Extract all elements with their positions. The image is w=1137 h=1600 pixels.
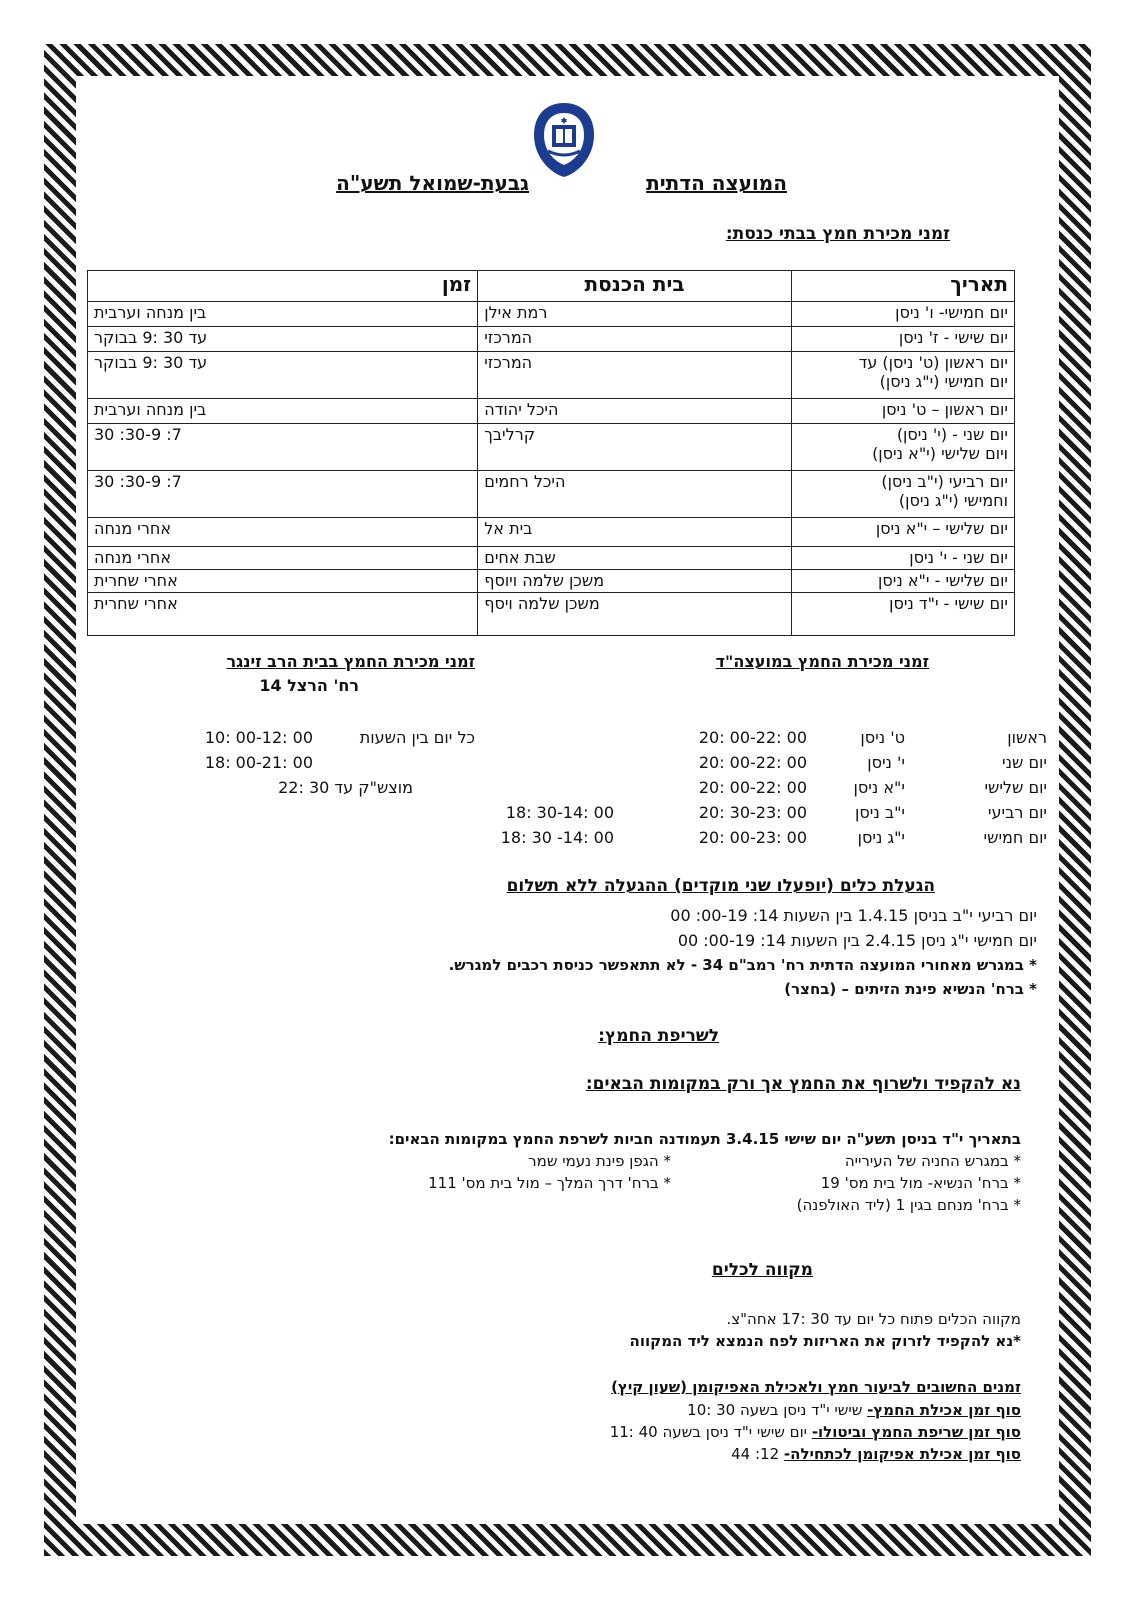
- row-time: אחרי שחרית: [94, 571, 178, 590]
- mikveh-title: מקווה לכלים: [711, 1260, 813, 1280]
- council-date: י' ניסן: [867, 753, 905, 772]
- council-day: יום שלישי: [984, 778, 1047, 797]
- synagogue-section-title: זמני מכירת חמץ בבתי כנסת:: [725, 224, 950, 244]
- burning-subtitle: נא להקפיד ולשרוף את החמץ אך ורק במקומות הבאים:: [585, 1074, 1021, 1094]
- time-value: יום שישי י"ד ניסן בשעה 40 :11: [609, 1423, 812, 1441]
- council-day: יום שני: [1002, 753, 1047, 772]
- row-date: יום שני - (י' ניסן): [896, 425, 1008, 444]
- mikveh-note: *נא להקפיד לזרוק את האריזות לפח הנמצא ליד המקווה: [629, 1332, 1021, 1350]
- important-times-title: זמנים החשובים לביעור חמץ ולאכילת האפיקומן (שעון קיץ): [611, 1378, 1021, 1396]
- row-date: יום חמישי (י"ג ניסן): [879, 372, 1008, 391]
- row-date: וחמישי (י"ג ניסן): [898, 491, 1008, 510]
- council-date: י"ב ניסן: [855, 803, 905, 822]
- synagogue-schedule-table: [87, 270, 1015, 636]
- rabbi-label: מוצש"ק עד 30 :22: [278, 778, 413, 797]
- time-value: שישי י"ד ניסן בשעה 30 :10: [687, 1401, 868, 1419]
- row-date: יום ראשון (ט' ניסן) עד: [858, 353, 1008, 372]
- row-synagogue: היכל יהודה: [484, 400, 559, 419]
- time-label: סוף זמן אכילת אפיקומן לכתחילה-: [783, 1445, 1021, 1463]
- council-time: 20: 00-22: 00: [698, 753, 807, 772]
- table-row: [88, 518, 1015, 547]
- council-day: ראשון: [1007, 728, 1047, 747]
- council-time: 20: 00-22: 00: [698, 778, 807, 797]
- row-synagogue: בית אל: [484, 519, 533, 538]
- row-time: 7: 30-9: 30: [94, 425, 182, 444]
- row-synagogue: משכן שלמה ויסף: [484, 594, 600, 613]
- table-row: [88, 570, 1015, 593]
- row-date: יום שלישי – י"א ניסן: [875, 519, 1008, 538]
- row-time: אחרי מנחה: [94, 519, 172, 538]
- row-synagogue: היכל רחמים: [484, 472, 566, 491]
- kashering-line: יום חמישי י"ג ניסן 2.4.15 בין השעות 14: 00-19: 00: [677, 931, 1037, 950]
- row-date: יום שישי - י"ד ניסן: [889, 594, 1008, 613]
- council-time: 20: 30-23: 00: [698, 803, 807, 822]
- council-logo: [532, 101, 596, 179]
- kashering-note: * ברח' הנשיא פינת הזיתים – (בחצר): [784, 980, 1037, 998]
- row-time: בין מנחה וערבית: [94, 400, 207, 419]
- row-synagogue: המרכזי: [484, 353, 533, 372]
- rabbi-time: 18: 30-14: 00: [505, 803, 614, 822]
- burning-location: * ברח' דרך המלך – מול בית מס' 111: [428, 1174, 671, 1192]
- column-header-time: זמן: [88, 271, 478, 302]
- table-row: [88, 399, 1015, 424]
- row-synagogue: רמת אילן: [484, 303, 548, 322]
- row-synagogue: שבת אחים: [484, 548, 556, 567]
- table-row: [88, 547, 1015, 570]
- kashering-title: הגעלת כלים (יופעלו שני מוקדים) ההגעלה ללא תשלום: [506, 876, 935, 896]
- table-row: [88, 327, 1015, 352]
- rabbi-time: 10: 00-12: 00: [204, 728, 313, 747]
- row-synagogue: משכן שלמה ויוסף: [484, 571, 605, 590]
- burning-title: לשריפת החמץ:: [598, 1026, 719, 1046]
- burning-intro: בתאריך י"ד בניסן תשע"ה יום שישי 3.4.15 תעמודנה חביות לשרפת החמץ במקומות הבאים:: [388, 1130, 1021, 1148]
- table-row: [88, 593, 1015, 636]
- row-time: עד 30 :9 בבוקר: [94, 328, 208, 347]
- mikveh-hours: מקווה הכלים פתוח כל יום עד 30 :17 אחה"צ.: [726, 1310, 1021, 1328]
- rabbi-label: כל יום בין השעות: [359, 728, 475, 747]
- council-time: 20: 00-22: 00: [698, 728, 807, 747]
- council-sale-title: זמני מכירת החמץ במועצה"ד: [715, 652, 929, 671]
- column-header-synagogue: בית הכנסת: [478, 271, 792, 302]
- council-name: המועצה הדתית: [646, 171, 787, 195]
- burning-location: * הגפן פינת נעמי שמר: [528, 1152, 671, 1170]
- row-time: בין מנחה וערבית: [94, 303, 207, 322]
- row-date: יום שישי - ז' ניסן: [898, 328, 1008, 347]
- row-date: יום רביעי (י"ב ניסן): [881, 472, 1008, 491]
- time-row: [731, 1445, 1021, 1463]
- row-date: ויום שלישי (י"א ניסן): [872, 444, 1008, 463]
- document: [76, 76, 1059, 1524]
- rabbi-time: 18: 00-21: 00: [204, 753, 313, 772]
- kashering-note: * במגרש מאחורי המועצה הדתית רח' רמב"ם 34 - לא תתאפשר כניסת רכבים למגרש.: [448, 956, 1037, 974]
- row-time: 7: 30-9: 30: [94, 472, 182, 491]
- council-date: ט' ניסן: [860, 728, 905, 747]
- column-header-date: תאריך: [791, 271, 1014, 302]
- table-row: [88, 352, 1015, 399]
- table-row: [88, 471, 1015, 518]
- council-time: 20: 00-23: 00: [698, 828, 807, 847]
- council-day: יום רביעי: [987, 803, 1047, 822]
- row-date: יום שני - י' ניסן: [909, 548, 1008, 567]
- table-row: [88, 424, 1015, 471]
- time-label: סוף זמן שריפת החמץ וביטולו-: [811, 1423, 1021, 1441]
- row-date: יום חמישי- ו' ניסן: [895, 303, 1008, 322]
- council-date: י"ג ניסן: [857, 828, 905, 847]
- burning-location: * ברח' הנשיא- מול בית מס' 19: [820, 1174, 1021, 1192]
- row-time: אחרי שחרית: [94, 594, 178, 613]
- time-row: [610, 1423, 1021, 1441]
- time-label: סוף זמן אכילת החמץ-: [867, 1401, 1021, 1419]
- row-date: יום ראשון – ט' ניסן: [881, 400, 1008, 419]
- table-row: [88, 302, 1015, 327]
- row-date: יום שלישי - י"א ניסן: [878, 571, 1008, 590]
- row-time: אחרי מנחה: [94, 548, 172, 567]
- council-date: י"א ניסן: [853, 778, 905, 797]
- kashering-line: יום רביעי י"ב בניסן 1.4.15 בין השעות 14: 00-19: 00: [670, 906, 1037, 925]
- burning-location: * ברח' מנחם בגין 1 (ליד האולפנה): [796, 1196, 1021, 1214]
- council-day: יום חמישי: [983, 828, 1047, 847]
- rabbi-time: 18: 30 -14: 00: [500, 828, 614, 847]
- row-synagogue: המרכזי: [484, 328, 533, 347]
- city-year: גבעת-שמואל תשע"ה: [336, 171, 529, 195]
- time-row: [687, 1401, 1021, 1419]
- rabbi-sale-title: זמני מכירת החמץ בבית הרב זינגר: [226, 652, 475, 671]
- row-synagogue: קרליבך: [484, 425, 536, 444]
- row-time: עד 30 :9 בבוקר: [94, 353, 208, 372]
- rabbi-address: רח' הרצל 14: [259, 676, 359, 695]
- time-value: 12: 44: [731, 1445, 784, 1463]
- burning-location: * במגרש החניה של העירייה: [844, 1152, 1021, 1170]
